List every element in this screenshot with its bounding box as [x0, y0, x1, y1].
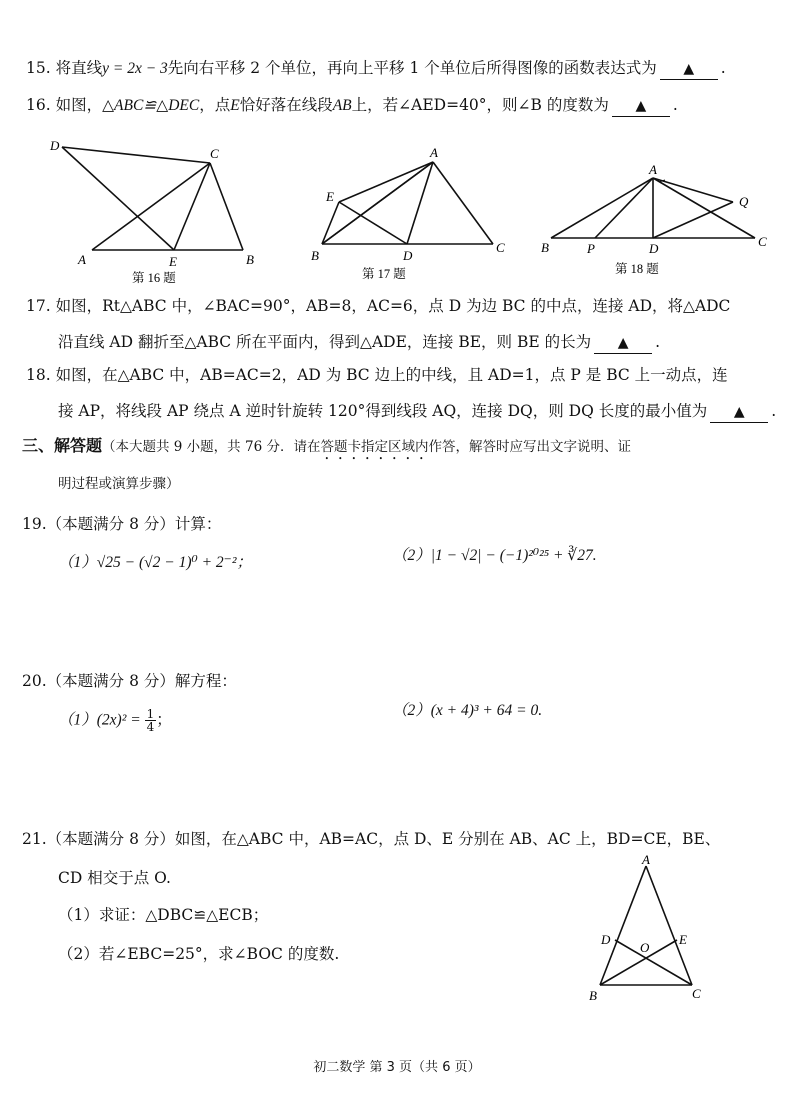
answer-blank-18: ▲	[733, 404, 745, 420]
question-18-line-1: 18. 如图，在△ABC 中，AB=AC=2，AD 为 BC 边上的中线，且 AD=1，点 P 是 BC 上一动点，连	[26, 366, 728, 384]
section-3-heading: 三、解答题（本大题共 9 小题，共 76 分．请在答题卡指定区域内作答，解答时应写出文字说明、证	[22, 436, 631, 455]
figure-21-diagram	[580, 852, 720, 1007]
answer-blank-15: ▲	[683, 61, 695, 77]
answer-blank-16: ▲	[635, 98, 647, 114]
question-21-head: 21.（本题满分 8 分）如图，在△ABC 中，AB=AC，点 D、E 分别在 AB、AC 上，BD=CE，BE、	[22, 830, 721, 848]
figure-17-diagram	[305, 140, 520, 285]
fig18-label-a: A	[649, 162, 657, 177]
question-21-part-1: （1）求证：△DBC≌△ECB；	[58, 906, 269, 924]
question-20-part-2: （2）(x + 4)³ + 64 = 0.	[392, 702, 543, 719]
question-20-part-1: （1）(2x)² = $\frac{1}{4}$ ；	[58, 707, 172, 734]
fig17-label-b: B	[311, 248, 319, 263]
figure-16-caption: 第 16 题	[132, 271, 176, 285]
fig16-label-b: B	[246, 252, 254, 267]
question-16: 16. 如图，△ABC≌△DEC，点E恰好落在线段AB上，若∠AED=40°，则∠B 的度数为 ▲ .	[26, 95, 678, 117]
question-17-line-2: 沿直线 AD 翻折至△ABC 所在平面内，得到△ADE，连接 BE，则 BE 的长为 ▲ .	[58, 332, 660, 354]
section-3-heading-line-2: 明过程或演算步骤）	[58, 476, 180, 492]
fig21-label-e: E	[679, 932, 687, 947]
figure-16-diagram	[40, 130, 290, 290]
fig16-label-e: E	[169, 254, 177, 269]
question-21-line-2: CD 相交于点 O.	[58, 869, 171, 887]
fig16-label-a: A	[78, 252, 86, 267]
fig21-label-a: A	[642, 852, 650, 867]
question-21-part-2: （2）若∠EBC=25°，求∠BOC 的度数.	[58, 945, 340, 963]
fig18-label-d: D	[649, 241, 659, 256]
fig21-label-o: O	[640, 940, 650, 955]
fig16-label-c: C	[210, 146, 219, 161]
question-19-part-1: （1）√25 − (√2 − 1)⁰ + 2⁻²；	[58, 554, 253, 571]
question-18-line-2: 接 AP，将线段 AP 绕点 A 逆时针旋转 120°得到线段 AQ，连接 DQ，则 DQ 长度的最小值为 ▲ .	[58, 401, 776, 423]
figure-17-caption: 第 17 题	[362, 267, 406, 281]
question-19-head: 19.（本题满分 8 分）计算：	[22, 515, 222, 533]
question-19-part-2: （2）|1 − √2| − (−1)²⁰²⁵ + ∛27.	[392, 547, 597, 564]
fig17-label-d: D	[403, 248, 413, 263]
fig18-label-p: P	[587, 241, 595, 256]
fig18-label-c: C	[758, 234, 767, 249]
fig18-label-q: Q	[739, 194, 749, 209]
fig18-label-b: B	[541, 240, 549, 255]
figure-18-diagram	[535, 160, 775, 282]
fig17-label-c: C	[496, 240, 505, 255]
answer-blank-17: ▲	[617, 335, 629, 351]
question-20-head: 20.（本题满分 8 分）解方程：	[22, 672, 237, 690]
fig16-label-d: D	[50, 138, 60, 153]
fig21-label-d: D	[601, 932, 611, 947]
fig21-label-c: C	[692, 986, 701, 1001]
page-footer: 初二数学 第 3 页（共 6 页）	[313, 1060, 481, 1075]
fig17-label-a: A	[430, 145, 438, 160]
question-15: 15. 将直线y = 2x − 3先向右平移 2 个单位，再向上平移 1 个单位后所得图像的函数表达式为 ▲ .	[26, 58, 726, 80]
figure-18-caption: 第 18 题	[615, 262, 659, 276]
fig17-label-e: E	[326, 189, 334, 204]
question-17-line-1: 17. 如图，Rt△ABC 中，∠BAC=90°，AB=8，AC=6，点 D 为边 BC 的中点，连接 AD，将△ADC	[26, 297, 731, 315]
fig21-label-b: B	[589, 988, 597, 1003]
